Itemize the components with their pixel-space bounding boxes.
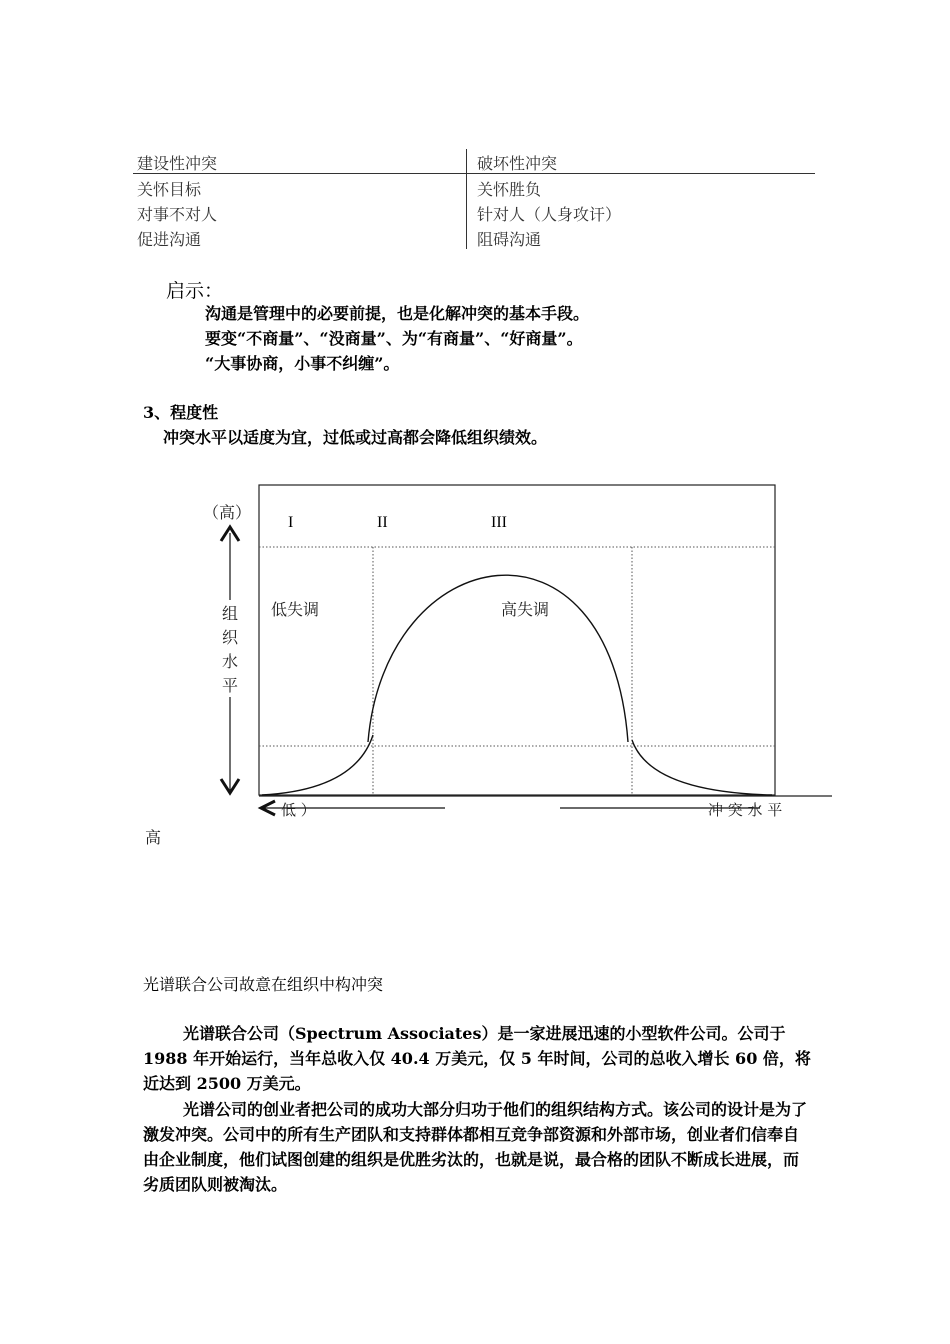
curve-low xyxy=(262,735,373,795)
zone-low-dysfunction: 低失调 xyxy=(271,600,320,619)
insight-line: “大事协商，小事不纠缠”。 xyxy=(205,354,400,373)
y-axis-top-label: （高） xyxy=(203,503,252,522)
region-label-2: II xyxy=(377,514,388,531)
table-cell: 关怀胜负 xyxy=(477,180,542,199)
section-text: 冲突水平以适度为宜，过低或过高都会降低组织绩效。 xyxy=(163,428,548,447)
y-axis-label xyxy=(220,601,240,697)
table-cell: 针对人（人身攻讦） xyxy=(477,205,622,224)
table-cell: 促进沟通 xyxy=(137,230,202,249)
case-paragraph: 光谱公司的创业者把公司的成功大部分归功于他们的组织结构方式。该公司的设计是为了激发冲突。公司中的所有生产团队和支持群体都相互竞争部资源和外部市场，创业者们信奉自由企业制度，他们试图创建的组织是优胜劣汰的，也就是说，最合格的团队不断成长进展，而劣质团队则被淘汰。 xyxy=(143,1100,808,1194)
y-axis-char: 水 xyxy=(221,652,238,671)
y-axis-char: 组 xyxy=(221,604,238,623)
table-header-destructive: 破坏性冲突 xyxy=(477,154,558,173)
x-axis-high-label: 高 xyxy=(145,828,162,847)
zone-high-dysfunction: 高失调 xyxy=(501,600,550,619)
region-label-3: III xyxy=(491,514,507,531)
table-header-constructive: 建设性冲突 xyxy=(137,154,218,173)
table-cell: 对事不对人 xyxy=(137,205,218,224)
insight-line: 要变“不商量”、“没商量”、为“有商量”、“好商量”。 xyxy=(205,329,583,348)
table-cell: 阻碍沟通 xyxy=(477,230,542,249)
section-heading: 3、程度性 xyxy=(143,403,219,422)
insight-line: 沟通是管理中的必要前提，也是化解冲突的基本手段。 xyxy=(205,304,590,323)
region-label-1: I xyxy=(288,514,294,531)
y-axis-char: 织 xyxy=(221,628,238,647)
curve-arch xyxy=(368,575,628,742)
table-cell: 关怀目标 xyxy=(137,180,202,199)
x-axis-label: 冲 突 水 平 xyxy=(708,801,783,819)
case-paragraph: 光谱联合公司（Spectrum Associates）是一家进展迅速的小型软件公司。公司于 1988 年开始运行，当年总收入仅 40.4 万美元，仅 5 年时间，公司的总收入增长 60 倍，将近达到 2500 万美元。 xyxy=(143,1024,811,1093)
x-axis-low-label: 低 ） xyxy=(281,801,316,819)
case-title: 光谱联合公司故意在组织中构冲突 xyxy=(143,975,384,994)
diagram-frame xyxy=(259,485,775,795)
insight-title: 启示： xyxy=(166,280,224,302)
curve-high xyxy=(632,740,772,795)
y-axis-char: 平 xyxy=(221,676,238,695)
